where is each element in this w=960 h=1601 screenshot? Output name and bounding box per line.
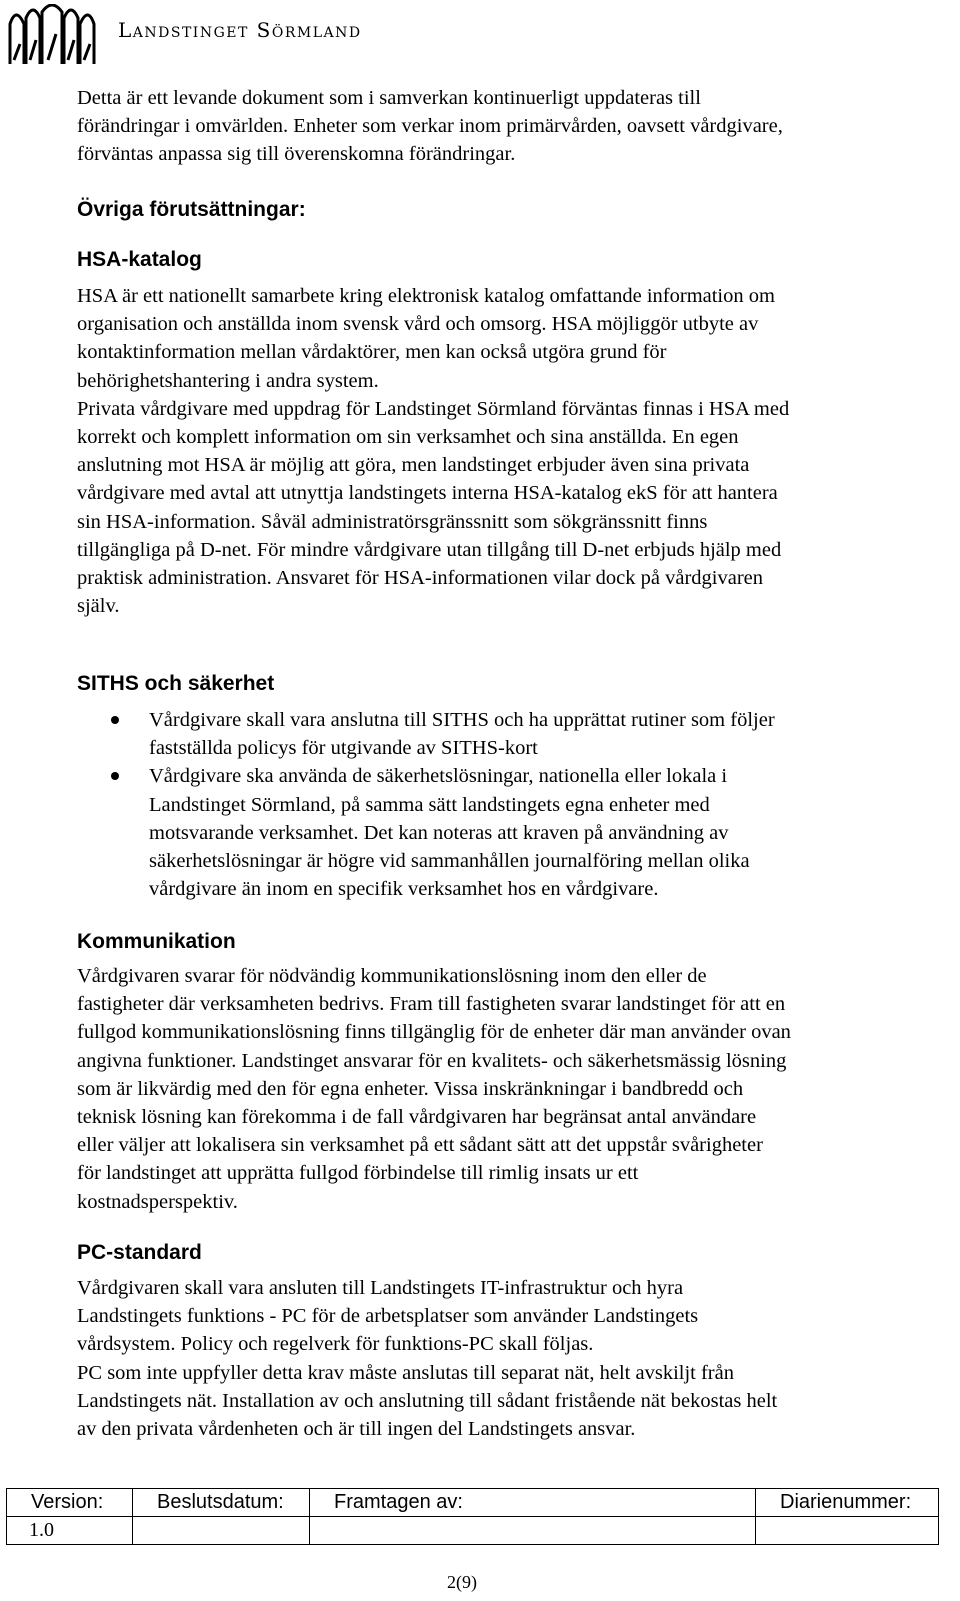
list-item: [77, 762, 937, 903]
text-line: Detta är ett levande dokument som i samverkan kontinuerligt uppdateras till: [77, 87, 701, 109]
list-item: [77, 706, 937, 762]
text-line: själv.: [77, 595, 120, 618]
pc-paragraph: [77, 1274, 937, 1443]
text-line: vårdsystem. Policy och regelverk för funktions-PC skall följas.: [77, 1333, 594, 1356]
hsa-paragraph: [77, 282, 937, 620]
table-row: [7, 1489, 939, 1517]
text-line: vårdgivare med avtal att utnyttja landstingets interna HSA-katalog ekS för att hantera: [77, 482, 778, 505]
text-line: organisation och anställda inom svensk vård och omsorg. HSA möjliggör utbyte av: [77, 313, 759, 336]
intro-paragraph: [77, 84, 937, 169]
text-line: kostnadsperspektiv.: [77, 1190, 238, 1213]
siths-bullet-list: [77, 706, 937, 903]
text-line: förväntas anpassa sig till överenskomna förändringar.: [77, 143, 516, 166]
text-line: kontaktinformation mellan vårdaktörer, men kan också utgöra grund för: [77, 341, 667, 364]
section-heading-ovriga: Övriga förutsättningar:: [77, 198, 306, 221]
text-line: teknisk lösning kan förekomma i de fall vårdgivaren har begränsat antal användare: [77, 1106, 757, 1129]
version-value: 1.0: [7, 1517, 133, 1545]
text-line: praktisk administration. Ansvaret för HSA-informationen vilar dock på vårdgivaren: [77, 567, 763, 590]
bullet-icon: [111, 772, 119, 780]
page-header: [6, 4, 946, 68]
text-line: motsvarande verksamhet. Det kan noteras att kraven på användning av: [149, 821, 729, 844]
text-line: förändringar i omvärlden. Enheter som verkar inom primärvården, oavsett vårdgivare,: [77, 115, 783, 138]
text-line: sin HSA-information. Såväl administratörsgränssnitt som sökgränssnitt finns: [77, 510, 708, 533]
landstinget-crown-logo: [6, 4, 98, 68]
diary-value: [756, 1517, 939, 1545]
text-line: behörighetshantering i andra system.: [77, 369, 379, 392]
text-line: Landstinget Sörmland, på samma sätt landstingets egna enheter med: [149, 793, 710, 816]
author-value: [310, 1517, 756, 1545]
text-line: fastigheter där verksamheten bedrivs. Fram till fastigheten svarar landstinget för att en: [77, 993, 786, 1016]
text-line: fullgod kommunikationslösning finns tillgänglig för de enheter där man använder ovan: [77, 1021, 791, 1044]
text-line: fastställda policys för utgivande av SITHS-kort: [149, 737, 538, 760]
text-line: Vårdgivaren svarar för nödvändig kommunikationslösning inom den eller de: [77, 965, 707, 987]
text-line: angivna funktioner. Landstinget ansvarar för en kvalitets- och säkerhetsmässig lösning: [77, 1049, 787, 1072]
text-line: vårdgivare än inom en specifik verksamhet hos en vårdgivare.: [149, 878, 659, 901]
document-footer-table: [6, 1488, 939, 1545]
text-line: PC som inte uppfyller detta krav måste anslutas till separat nät, helt avskiljt från: [77, 1361, 734, 1384]
kommunikation-paragraph: [77, 962, 937, 1216]
text-line: Vårdgivaren skall vara ansluten till Landstingets IT-infrastruktur och hyra: [77, 1277, 684, 1299]
text-line: Vårdgivare skall vara anslutna till SITHS och ha upprättat rutiner som följer: [149, 709, 775, 731]
text-line: som är likvärdig med den för egna enheter. Vissa inskränkningar i bandbredd och: [77, 1077, 744, 1100]
text-line: Privata vårdgivare med uppdrag för Landstinget Sörmland förväntas finnas i HSA med: [77, 397, 790, 420]
org-name: Landstinget Sörmland: [118, 18, 362, 42]
section-heading-pc: PC-standard: [77, 1241, 202, 1264]
version-label: Version:: [7, 1489, 133, 1517]
section-heading-kommunikation: Kommunikation: [77, 930, 236, 953]
text-line: för landstinget att upprätta fullgod förbindelse till rimlig insats ur ett: [77, 1162, 639, 1185]
text-line: Vårdgivare ska använda de säkerhetslösningar, nationella eller lokala i: [149, 765, 728, 788]
page-number: 2(9): [447, 1572, 477, 1592]
text-line: tillgängliga på D-net. För mindre vårdgivare utan tillgång till D-net erbjuds hjälp med: [77, 538, 782, 561]
section-heading-hsa: HSA-katalog: [77, 248, 202, 271]
text-line: HSA är ett nationellt samarbete kring elektronisk katalog omfattande information om: [77, 285, 775, 307]
section-heading-siths: SITHS och säkerhet: [77, 672, 275, 695]
text-line: Landstingets nät. Installation av och anslutning till sådant fristående nät bekostas helt: [77, 1389, 778, 1412]
text-line: av den privata vårdenheten och är till ingen del Landstingets ansvar.: [77, 1418, 636, 1441]
diary-label: Diarienummer:: [756, 1489, 939, 1517]
table-row: [7, 1517, 939, 1545]
author-label: Framtagen av:: [310, 1489, 756, 1517]
date-label: Beslutsdatum:: [133, 1489, 310, 1517]
text-line: eller väljer att lokalisera sin verksamhet på ett sådant sätt att det uppstår svårigheter: [77, 1134, 763, 1157]
text-line: anslutning mot HSA är möjlig att göra, men landstinget erbjuder även sina privata: [77, 454, 750, 477]
bullet-icon: [111, 716, 119, 724]
text-line: säkerhetslösningar är högre vid sammanhållen journalföring mellan olika: [149, 850, 750, 873]
text-line: Landstingets funktions - PC för de arbetsplatser som använder Landstingets: [77, 1305, 699, 1328]
text-line: korrekt och komplett information om sin verksamhet och sina anställda. En egen: [77, 426, 739, 449]
date-value: [133, 1517, 310, 1545]
